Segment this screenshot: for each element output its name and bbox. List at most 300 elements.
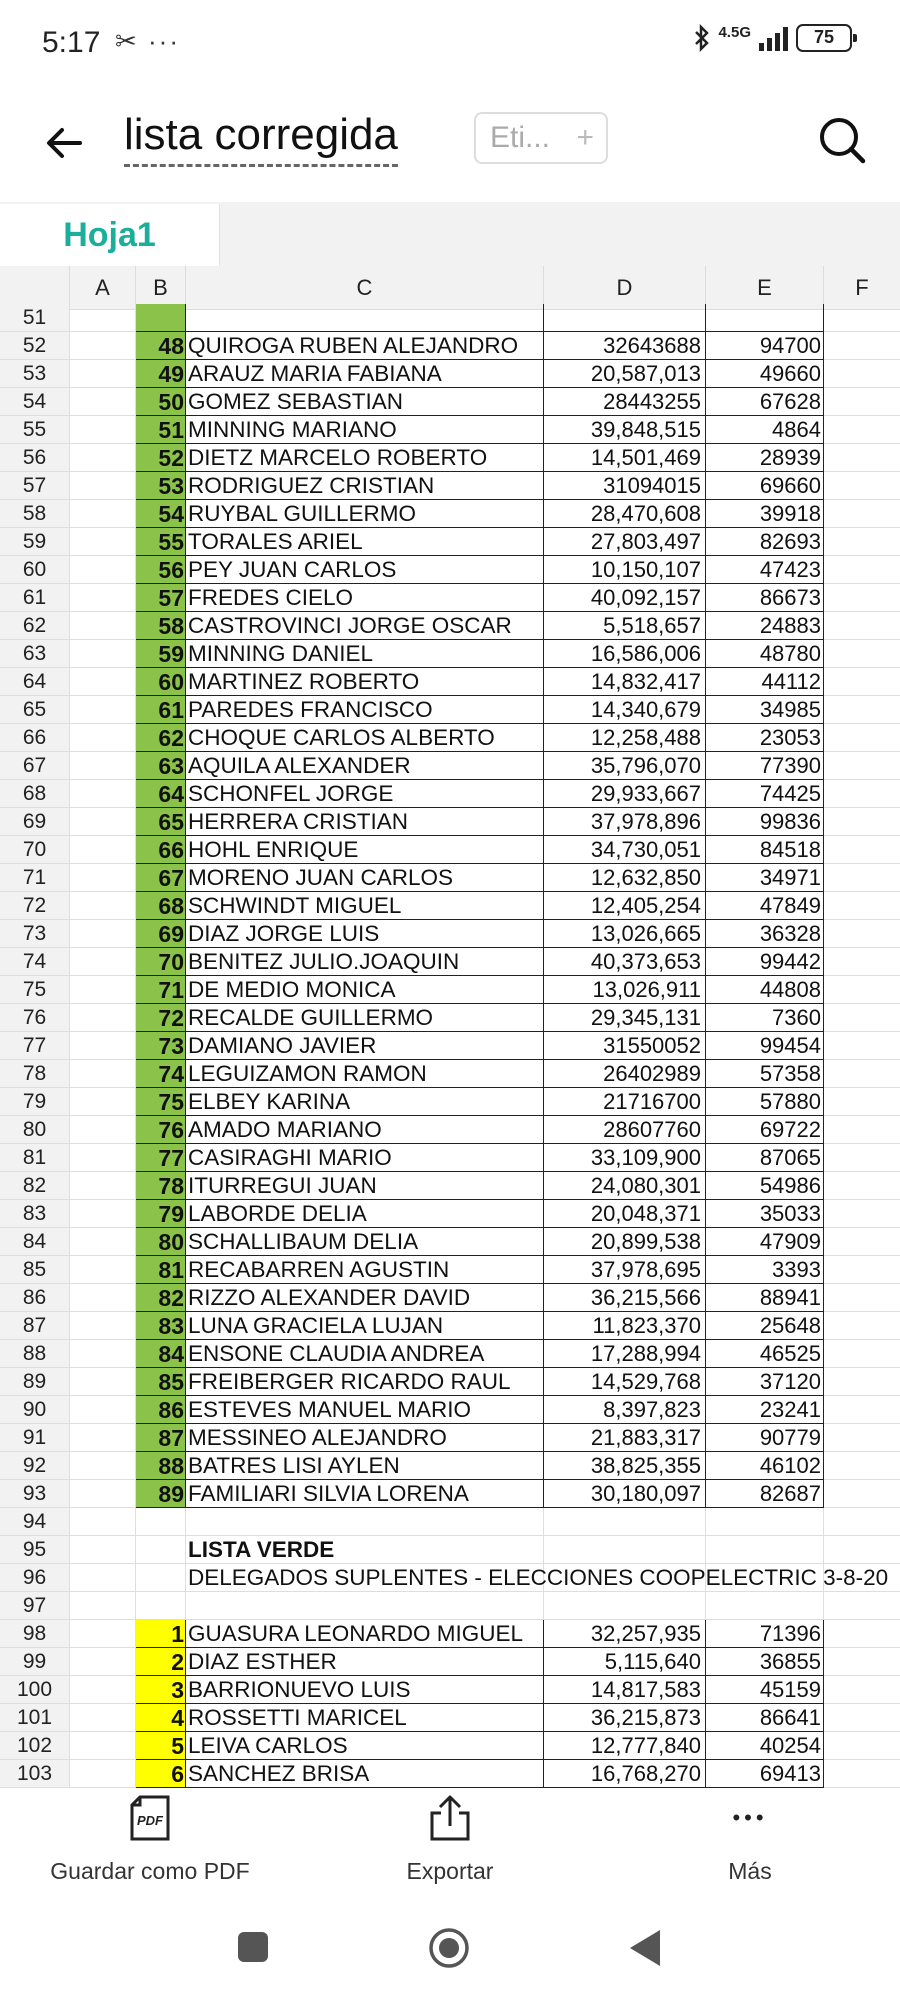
cell-f[interactable] xyxy=(824,1228,900,1256)
row-number[interactable]: 64 xyxy=(0,668,70,696)
column-header-a[interactable]: A xyxy=(70,266,136,310)
add-tag-button[interactable] xyxy=(474,112,608,164)
row-number[interactable]: 82 xyxy=(0,1172,70,1200)
cell-a[interactable] xyxy=(70,948,136,976)
cell-c-name[interactable]: HOHL ENRIQUE xyxy=(186,836,544,864)
table-row[interactable] xyxy=(0,1732,900,1760)
column-header-e[interactable]: E xyxy=(706,266,824,310)
table-row[interactable] xyxy=(0,920,900,948)
cell-c-name[interactable]: MESSINEO ALEJANDRO xyxy=(186,1424,544,1452)
table-row[interactable] xyxy=(0,1172,900,1200)
cell-f[interactable] xyxy=(824,808,900,836)
back-arrow-icon[interactable] xyxy=(40,118,90,168)
cell-a[interactable] xyxy=(70,1228,136,1256)
cell-a[interactable] xyxy=(70,808,136,836)
cell-b-number[interactable]: 73 xyxy=(136,1032,186,1060)
cell-e-member[interactable]: 36855 xyxy=(706,1648,824,1676)
cell-d-document[interactable]: 14,817,583 xyxy=(544,1676,706,1704)
cell-e-member[interactable]: 69413 xyxy=(706,1760,824,1788)
cell-c-name[interactable]: ITURREGUI JUAN xyxy=(186,1172,544,1200)
cell-f[interactable] xyxy=(824,640,900,668)
row-number[interactable]: 97 xyxy=(0,1592,70,1620)
cell-f[interactable] xyxy=(824,1004,900,1032)
cell-d-document[interactable]: 12,777,840 xyxy=(544,1732,706,1760)
cell-c-name[interactable] xyxy=(186,1592,544,1620)
cell-f[interactable] xyxy=(824,1452,900,1480)
cell-e-member[interactable]: 99454 xyxy=(706,1032,824,1060)
cell-d-document[interactable]: 8,397,823 xyxy=(544,1396,706,1424)
cell-e-member[interactable]: 94700 xyxy=(706,332,824,360)
cell-a[interactable] xyxy=(70,1564,136,1592)
cell-a[interactable] xyxy=(70,1200,136,1228)
cell-d-document[interactable]: 17,288,994 xyxy=(544,1340,706,1368)
row-number[interactable]: 78 xyxy=(0,1060,70,1088)
cell-b-number[interactable]: 80 xyxy=(136,1228,186,1256)
cell-e-member[interactable]: 23241 xyxy=(706,1396,824,1424)
cell-d-document[interactable]: 12,258,488 xyxy=(544,724,706,752)
cell-c-name[interactable]: LUNA GRACIELA LUJAN xyxy=(186,1312,544,1340)
cell-d-document[interactable]: 14,501,469 xyxy=(544,444,706,472)
cell-b-number[interactable]: 74 xyxy=(136,1060,186,1088)
cell-d-document[interactable]: 32643688 xyxy=(544,332,706,360)
cell-c-name[interactable]: DAMIANO JAVIER xyxy=(186,1032,544,1060)
cell-a[interactable] xyxy=(70,920,136,948)
cell-f[interactable] xyxy=(824,948,900,976)
row-number[interactable]: 72 xyxy=(0,892,70,920)
cell-f[interactable] xyxy=(824,1312,900,1340)
cell-d-document[interactable] xyxy=(544,304,706,332)
row-number[interactable]: 93 xyxy=(0,1480,70,1508)
table-row[interactable] xyxy=(0,1424,900,1452)
cell-c-name[interactable]: FREDES CIELO xyxy=(186,584,544,612)
cell-b-number[interactable] xyxy=(136,1592,186,1620)
table-row[interactable] xyxy=(0,500,900,528)
cell-f[interactable] xyxy=(824,752,900,780)
cell-f[interactable] xyxy=(824,528,900,556)
row-number[interactable]: 84 xyxy=(0,1228,70,1256)
cell-f[interactable] xyxy=(824,780,900,808)
cell-f[interactable] xyxy=(824,668,900,696)
cell-e-member[interactable] xyxy=(706,1508,824,1536)
cell-f[interactable] xyxy=(824,1256,900,1284)
cell-b-number[interactable] xyxy=(136,304,186,332)
cell-c-name[interactable]: ENSONE CLAUDIA ANDREA xyxy=(186,1340,544,1368)
cell-d-document[interactable]: 20,048,371 xyxy=(544,1200,706,1228)
cell-a[interactable] xyxy=(70,696,136,724)
cell-e-member[interactable]: 46102 xyxy=(706,1452,824,1480)
cell-a[interactable] xyxy=(70,444,136,472)
table-row[interactable] xyxy=(0,808,900,836)
rows-viewport[interactable] xyxy=(0,306,900,1787)
cell-e-member[interactable]: 71396 xyxy=(706,1620,824,1648)
cell-b-number[interactable]: 66 xyxy=(136,836,186,864)
row-number[interactable]: 65 xyxy=(0,696,70,724)
cell-e-member[interactable]: 47909 xyxy=(706,1228,824,1256)
cell-e-member[interactable]: 37120 xyxy=(706,1368,824,1396)
row-number[interactable]: 74 xyxy=(0,948,70,976)
table-row[interactable] xyxy=(0,1144,900,1172)
cell-e-member[interactable]: 46525 xyxy=(706,1340,824,1368)
row-number[interactable]: 57 xyxy=(0,472,70,500)
cell-c-name[interactable]: CASTROVINCI JORGE OSCAR xyxy=(186,612,544,640)
cell-b-number[interactable]: 65 xyxy=(136,808,186,836)
cell-f[interactable] xyxy=(824,1732,900,1760)
row-number[interactable]: 85 xyxy=(0,1256,70,1284)
cell-d-document[interactable]: 21716700 xyxy=(544,1088,706,1116)
cell-a[interactable] xyxy=(70,724,136,752)
cell-c-name[interactable]: DELEGADOS SUPLENTES - ELECCIONES COOPELECTRIC 3-8-20 xyxy=(188,1565,889,1590)
cell-e-member[interactable]: 40254 xyxy=(706,1732,824,1760)
cell-e-member[interactable]: 77390 xyxy=(706,752,824,780)
cell-e-member[interactable]: 24883 xyxy=(706,612,824,640)
cell-b-number[interactable]: 2 xyxy=(136,1648,186,1676)
cell-a[interactable] xyxy=(70,1452,136,1480)
cell-b-number[interactable] xyxy=(136,1536,186,1564)
cell-f[interactable] xyxy=(824,696,900,724)
table-row[interactable] xyxy=(0,612,900,640)
cell-c-name[interactable]: MINNING DANIEL xyxy=(186,640,544,668)
row-number[interactable]: 51 xyxy=(0,304,70,332)
cell-a[interactable] xyxy=(70,1368,136,1396)
cell-b-number[interactable]: 54 xyxy=(136,500,186,528)
cell-a[interactable] xyxy=(70,1732,136,1760)
document-title[interactable]: lista corregida xyxy=(124,110,398,167)
table-row[interactable] xyxy=(0,640,900,668)
cell-d-document[interactable] xyxy=(544,1564,706,1592)
cell-c-name[interactable]: LISTA VERDE xyxy=(186,1536,544,1564)
cell-b-number[interactable]: 88 xyxy=(136,1452,186,1480)
row-number[interactable]: 92 xyxy=(0,1452,70,1480)
row-number[interactable]: 79 xyxy=(0,1088,70,1116)
table-row[interactable] xyxy=(0,780,900,808)
cell-e-member[interactable]: 69660 xyxy=(706,472,824,500)
cell-b-number[interactable]: 58 xyxy=(136,612,186,640)
cell-b-number[interactable]: 78 xyxy=(136,1172,186,1200)
cell-a[interactable] xyxy=(70,1648,136,1676)
row-number[interactable]: 62 xyxy=(0,612,70,640)
cell-b-number[interactable]: 79 xyxy=(136,1200,186,1228)
cell-d-document[interactable]: 13,026,911 xyxy=(544,976,706,1004)
cell-d-document[interactable]: 20,587,013 xyxy=(544,360,706,388)
table-row[interactable] xyxy=(0,1060,900,1088)
cell-f[interactable] xyxy=(824,1536,900,1564)
cell-e-member[interactable]: 25648 xyxy=(706,1312,824,1340)
row-number[interactable]: 52 xyxy=(0,332,70,360)
row-number[interactable]: 99 xyxy=(0,1648,70,1676)
cell-b-number[interactable]: 51 xyxy=(136,416,186,444)
table-row[interactable] xyxy=(0,1620,900,1648)
cell-c-name[interactable] xyxy=(186,304,544,332)
cell-d-document[interactable]: 12,405,254 xyxy=(544,892,706,920)
cell-c-name[interactable]: RUYBAL GUILLERMO xyxy=(186,500,544,528)
cell-e-member[interactable]: 7360 xyxy=(706,1004,824,1032)
cell-a[interactable] xyxy=(70,1592,136,1620)
cell-d-document[interactable]: 31094015 xyxy=(544,472,706,500)
cell-f[interactable] xyxy=(824,1172,900,1200)
cell-f[interactable] xyxy=(824,1032,900,1060)
cell-e-member[interactable]: 28939 xyxy=(706,444,824,472)
cell-c-name[interactable] xyxy=(186,1508,544,1536)
cell-e-member[interactable]: 4864 xyxy=(706,416,824,444)
row-number[interactable]: 54 xyxy=(0,388,70,416)
cell-f[interactable] xyxy=(824,1116,900,1144)
recent-apps-icon[interactable] xyxy=(236,1930,270,1964)
cell-a[interactable] xyxy=(70,892,136,920)
cell-e-member[interactable]: 44808 xyxy=(706,976,824,1004)
cell-b-number[interactable]: 83 xyxy=(136,1312,186,1340)
cell-e-member[interactable]: 57358 xyxy=(706,1060,824,1088)
row-number[interactable]: 68 xyxy=(0,780,70,808)
cell-a[interactable] xyxy=(70,1340,136,1368)
cell-f[interactable] xyxy=(824,836,900,864)
cell-e-member[interactable] xyxy=(706,1536,824,1564)
cell-c-name[interactable]: RIZZO ALEXANDER DAVID xyxy=(186,1284,544,1312)
cell-f[interactable] xyxy=(824,1340,900,1368)
cell-a[interactable] xyxy=(70,780,136,808)
cell-c-name[interactable]: HERRERA CRISTIAN xyxy=(186,808,544,836)
table-row[interactable] xyxy=(0,696,900,724)
cell-d-document[interactable]: 12,632,850 xyxy=(544,864,706,892)
table-row[interactable] xyxy=(0,724,900,752)
cell-e-member[interactable]: 47423 xyxy=(706,556,824,584)
cell-e-member[interactable]: 39918 xyxy=(706,500,824,528)
table-row[interactable] xyxy=(0,1452,900,1480)
cell-a[interactable] xyxy=(70,1480,136,1508)
cell-d-document[interactable]: 40,092,157 xyxy=(544,584,706,612)
cell-a[interactable] xyxy=(70,1116,136,1144)
row-number[interactable]: 66 xyxy=(0,724,70,752)
cell-a[interactable] xyxy=(70,1396,136,1424)
cell-e-member[interactable] xyxy=(706,1592,824,1620)
table-row[interactable] xyxy=(0,1004,900,1032)
table-row[interactable] xyxy=(0,836,900,864)
cell-f[interactable] xyxy=(824,1648,900,1676)
cell-a[interactable] xyxy=(70,1144,136,1172)
cell-b-number[interactable]: 76 xyxy=(136,1116,186,1144)
home-icon[interactable] xyxy=(427,1926,471,1970)
cell-c-name[interactable]: MORENO JUAN CARLOS xyxy=(186,864,544,892)
table-row[interactable] xyxy=(0,1648,900,1676)
row-number[interactable]: 71 xyxy=(0,864,70,892)
table-row[interactable] xyxy=(0,1564,900,1592)
row-number[interactable]: 73 xyxy=(0,920,70,948)
row-number[interactable]: 83 xyxy=(0,1200,70,1228)
cell-a[interactable] xyxy=(70,1032,136,1060)
cell-b-number[interactable]: 85 xyxy=(136,1368,186,1396)
cell-b-number[interactable]: 75 xyxy=(136,1088,186,1116)
cell-c-name[interactable]: QUIROGA RUBEN ALEJANDRO xyxy=(186,332,544,360)
cell-b-number[interactable]: 61 xyxy=(136,696,186,724)
cell-d-document[interactable]: 26402989 xyxy=(544,1060,706,1088)
cell-e-member[interactable]: 34971 xyxy=(706,864,824,892)
cell-d-document[interactable] xyxy=(544,1536,706,1564)
cell-c-name[interactable]: AQUILA ALEXANDER xyxy=(186,752,544,780)
cell-c-name[interactable]: MINNING MARIANO xyxy=(186,416,544,444)
cell-f[interactable] xyxy=(824,444,900,472)
cell-d-document[interactable]: 5,518,657 xyxy=(544,612,706,640)
cell-b-number[interactable]: 57 xyxy=(136,584,186,612)
table-row[interactable] xyxy=(0,948,900,976)
cell-e-member[interactable]: 35033 xyxy=(706,1200,824,1228)
table-row[interactable] xyxy=(0,360,900,388)
cell-d-document[interactable]: 28,470,608 xyxy=(544,500,706,528)
cell-f[interactable] xyxy=(824,976,900,1004)
table-row[interactable] xyxy=(0,528,900,556)
table-row[interactable] xyxy=(0,1256,900,1284)
cell-d-document[interactable]: 31550052 xyxy=(544,1032,706,1060)
cell-c-name[interactable]: RECABARREN AGUSTIN xyxy=(186,1256,544,1284)
table-row[interactable] xyxy=(0,1480,900,1508)
cell-a[interactable] xyxy=(70,976,136,1004)
cell-c-name[interactable]: SCHWINDT MIGUEL xyxy=(186,892,544,920)
cell-e-member[interactable]: 82687 xyxy=(706,1480,824,1508)
cell-e-member[interactable]: 67628 xyxy=(706,388,824,416)
cell-b-number[interactable]: 48 xyxy=(136,332,186,360)
cell-c-name[interactable]: ARAUZ MARIA FABIANA xyxy=(186,360,544,388)
cell-d-document[interactable]: 13,026,665 xyxy=(544,920,706,948)
cell-a[interactable] xyxy=(70,1060,136,1088)
row-number[interactable]: 59 xyxy=(0,528,70,556)
row-number[interactable]: 96 xyxy=(0,1564,70,1592)
cell-a[interactable] xyxy=(70,1536,136,1564)
cell-f[interactable] xyxy=(824,1564,900,1592)
cell-b-number[interactable]: 71 xyxy=(136,976,186,1004)
cell-c-name[interactable]: BATRES LISI AYLEN xyxy=(186,1452,544,1480)
cell-c-name[interactable]: MARTINEZ ROBERTO xyxy=(186,668,544,696)
table-row[interactable] xyxy=(0,864,900,892)
cell-c-name[interactable]: GOMEZ SEBASTIAN xyxy=(186,388,544,416)
cell-a[interactable] xyxy=(70,1312,136,1340)
cell-a[interactable] xyxy=(70,612,136,640)
table-row[interactable] xyxy=(0,1536,900,1564)
cell-b-number[interactable]: 68 xyxy=(136,892,186,920)
cell-f[interactable] xyxy=(824,612,900,640)
row-number[interactable]: 60 xyxy=(0,556,70,584)
cell-b-number[interactable]: 62 xyxy=(136,724,186,752)
cell-d-document[interactable]: 40,373,653 xyxy=(544,948,706,976)
table-row[interactable] xyxy=(0,332,900,360)
cell-a[interactable] xyxy=(70,304,136,332)
cell-b-number[interactable]: 52 xyxy=(136,444,186,472)
cell-e-member[interactable]: 23053 xyxy=(706,724,824,752)
cell-f[interactable] xyxy=(824,360,900,388)
cell-c-name[interactable]: RODRIGUEZ CRISTIAN xyxy=(186,472,544,500)
cell-a[interactable] xyxy=(70,388,136,416)
cell-c-name[interactable]: ELBEY KARINA xyxy=(186,1088,544,1116)
cell-f[interactable] xyxy=(824,388,900,416)
cell-b-number[interactable]: 1 xyxy=(136,1620,186,1648)
cell-d-document[interactable]: 24,080,301 xyxy=(544,1172,706,1200)
column-header-f[interactable]: F xyxy=(824,266,900,310)
table-row[interactable] xyxy=(0,1508,900,1536)
cell-d-document[interactable]: 16,768,270 xyxy=(544,1760,706,1788)
cell-f[interactable] xyxy=(824,416,900,444)
save-as-pdf-button[interactable] xyxy=(30,1790,270,1885)
more-button[interactable] xyxy=(630,1790,870,1885)
cell-f[interactable] xyxy=(824,1060,900,1088)
table-row[interactable] xyxy=(0,976,900,1004)
export-button[interactable] xyxy=(330,1790,570,1885)
cell-a[interactable] xyxy=(70,584,136,612)
cell-a[interactable] xyxy=(70,332,136,360)
cell-d-document[interactable]: 14,340,679 xyxy=(544,696,706,724)
cell-a[interactable] xyxy=(70,1508,136,1536)
row-number[interactable]: 69 xyxy=(0,808,70,836)
cell-d-document[interactable]: 11,823,370 xyxy=(544,1312,706,1340)
cell-f[interactable] xyxy=(824,1368,900,1396)
cell-f[interactable] xyxy=(824,1480,900,1508)
table-row[interactable] xyxy=(0,1228,900,1256)
cell-d-document[interactable]: 28443255 xyxy=(544,388,706,416)
cell-e-member[interactable]: 82693 xyxy=(706,528,824,556)
cell-a[interactable] xyxy=(70,1704,136,1732)
cell-b-number[interactable]: 84 xyxy=(136,1340,186,1368)
cell-c-name[interactable]: ESTEVES MANUEL MARIO xyxy=(186,1396,544,1424)
row-number[interactable]: 53 xyxy=(0,360,70,388)
row-number[interactable]: 55 xyxy=(0,416,70,444)
cell-d-document[interactable]: 29,933,667 xyxy=(544,780,706,808)
cell-b-number[interactable]: 60 xyxy=(136,668,186,696)
cell-e-member[interactable]: 90779 xyxy=(706,1424,824,1452)
cell-a[interactable] xyxy=(70,640,136,668)
cell-e-member[interactable]: 45159 xyxy=(706,1676,824,1704)
cell-c-name[interactable]: BENITEZ JULIO.JOAQUIN xyxy=(186,948,544,976)
table-row[interactable] xyxy=(0,444,900,472)
row-number[interactable]: 56 xyxy=(0,444,70,472)
cell-d-document[interactable]: 33,109,900 xyxy=(544,1144,706,1172)
row-number[interactable]: 70 xyxy=(0,836,70,864)
cell-c-name[interactable]: CASIRAGHI MARIO xyxy=(186,1144,544,1172)
cell-c-name[interactable]: LABORDE DELIA xyxy=(186,1200,544,1228)
cell-e-member[interactable]: 44112 xyxy=(706,668,824,696)
cell-e-member[interactable]: 54986 xyxy=(706,1172,824,1200)
cell-d-document[interactable]: 32,257,935 xyxy=(544,1620,706,1648)
cell-a[interactable] xyxy=(70,1620,136,1648)
cell-b-number[interactable]: 3 xyxy=(136,1676,186,1704)
cell-e-member[interactable] xyxy=(706,304,824,332)
table-row[interactable] xyxy=(0,388,900,416)
cell-b-number[interactable]: 6 xyxy=(136,1760,186,1788)
cell-d-document[interactable]: 37,978,695 xyxy=(544,1256,706,1284)
cell-c-name[interactable]: AMADO MARIANO xyxy=(186,1116,544,1144)
cell-b-number[interactable]: 89 xyxy=(136,1480,186,1508)
cell-f[interactable] xyxy=(824,724,900,752)
cell-e-member[interactable]: 99442 xyxy=(706,948,824,976)
cell-a[interactable] xyxy=(70,864,136,892)
cell-b-number[interactable]: 63 xyxy=(136,752,186,780)
cell-b-number[interactable] xyxy=(136,1508,186,1536)
row-number[interactable]: 98 xyxy=(0,1620,70,1648)
cell-b-number[interactable]: 59 xyxy=(136,640,186,668)
cell-f[interactable] xyxy=(824,1592,900,1620)
cell-c-name[interactable]: CHOQUE CARLOS ALBERTO xyxy=(186,724,544,752)
cell-c-name[interactable]: BARRIONUEVO LUIS xyxy=(186,1676,544,1704)
cell-b-number[interactable]: 82 xyxy=(136,1284,186,1312)
cell-a[interactable] xyxy=(70,360,136,388)
cell-a[interactable] xyxy=(70,416,136,444)
cell-d-document[interactable]: 10,150,107 xyxy=(544,556,706,584)
cell-c-name[interactable]: SCHALLIBAUM DELIA xyxy=(186,1228,544,1256)
table-row[interactable] xyxy=(0,1116,900,1144)
cell-e-member[interactable]: 88941 xyxy=(706,1284,824,1312)
row-number[interactable]: 94 xyxy=(0,1508,70,1536)
cell-e-member[interactable]: 36328 xyxy=(706,920,824,948)
cell-e-member[interactable]: 87065 xyxy=(706,1144,824,1172)
cell-b-number[interactable]: 53 xyxy=(136,472,186,500)
back-nav-icon[interactable] xyxy=(628,1928,662,1968)
row-number[interactable]: 95 xyxy=(0,1536,70,1564)
cell-a[interactable] xyxy=(70,556,136,584)
